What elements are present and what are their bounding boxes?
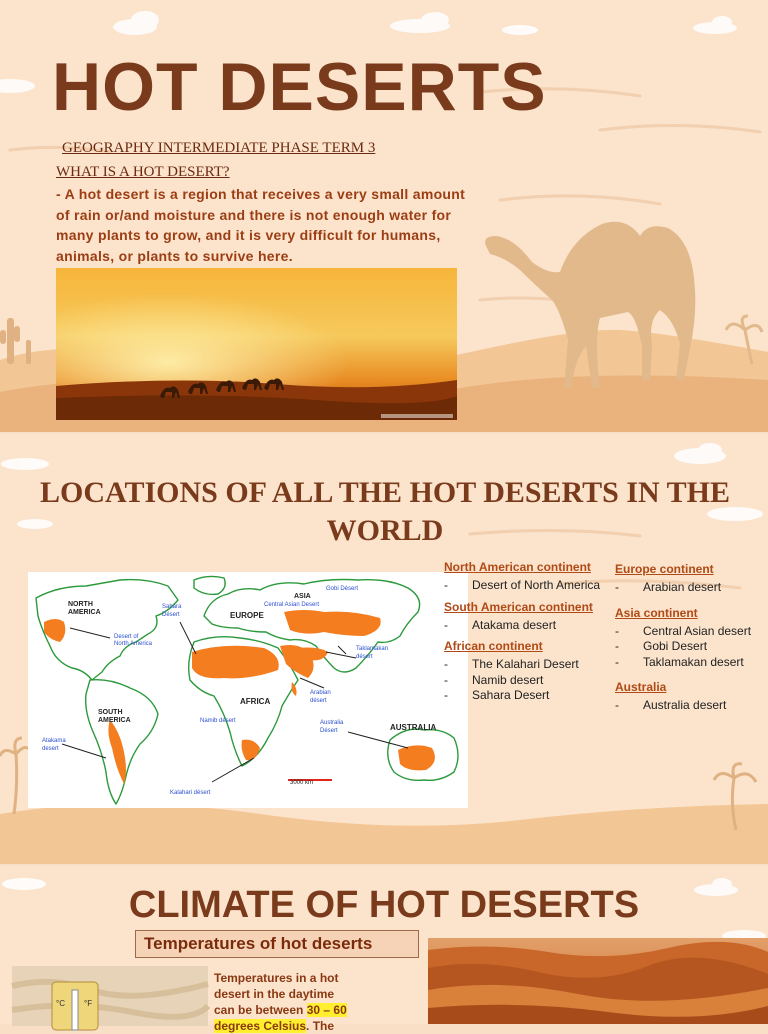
slide-climate (0, 866, 768, 1033)
map-label-africa: AFRICA (240, 697, 271, 706)
thermometer-celsius-label: °C (56, 999, 65, 1008)
continent-heading-africa: African continent (444, 639, 543, 653)
list-item: - Gobi Desert (615, 639, 765, 655)
list-item: - Central Asian desert (615, 624, 765, 640)
continent-heading-australia: Australia (615, 680, 667, 694)
continent-list-left (444, 560, 609, 710)
list-item: - The Kalahari Desert (444, 657, 609, 673)
map-label-arabian: Arabian (310, 690, 331, 696)
list-item: - Arabian desert (615, 580, 765, 596)
sand-dunes-photo (428, 938, 768, 1024)
svg-text:désert: désert (310, 698, 327, 704)
section-title-climate: CLIMATE OF HOT DESERTS (128, 884, 640, 926)
continent-heading-asia: Asia continent (615, 605, 698, 620)
map-label-gobi: Gobi Désert (326, 586, 359, 592)
map-label-australia: AUSTRALIA (390, 723, 437, 732)
list-item: - Desert of North America (444, 578, 609, 594)
svg-text:North America: North America (114, 641, 153, 647)
continent-list-right (615, 562, 765, 720)
continent-heading-north-america: North American continent (444, 560, 591, 574)
svg-text:Désert: Désert (320, 728, 338, 734)
map-label-taklamakan: Taklamakan (356, 646, 389, 652)
thermometer-photo (12, 966, 208, 1026)
course-subtitle: GEOGRAPHY INTERMEDIATE PHASE TERM 3 (62, 140, 376, 156)
section-title-locations: LOCATIONS OF ALL THE HOT DESERTS IN THE WORLD (40, 476, 731, 547)
temperature-heading: Temperatures of hot deserts (144, 934, 373, 953)
question-heading: WHAT IS A HOT DESERT? (56, 164, 230, 180)
continent-heading-south-america: South American continent (444, 599, 593, 614)
temperature-text (214, 970, 354, 1034)
map-label-atakama: Atakama (42, 738, 66, 744)
world-desert-map (28, 572, 468, 808)
svg-text:désert: désert (356, 654, 373, 660)
temperature-range-highlight: 30 – 60 (306, 1003, 347, 1017)
continent-heading-europe: Europe continent (615, 562, 714, 576)
definition-text: - A hot desert is a region that receives a very small amount of rain or/and moisture and there is not enough water for many plants to grow, and it is very difficult for humans, animals, or plants to survive here. (56, 186, 466, 264)
map-label-south-america: SOUTH (98, 709, 123, 716)
map-label-central-asian: Central Asian Desert (264, 602, 320, 608)
svg-text:Désert: Désert (162, 612, 180, 618)
map-label-namib: Namib désert (200, 718, 236, 724)
list-item: - Atakama desert (444, 618, 609, 634)
temperature-text-part: Temperatures in a hot desert in the daytime can be between (214, 971, 339, 1017)
temperature-text-part: . The (306, 1019, 335, 1033)
temperature-heading-box (135, 930, 419, 958)
list-item: - Namib desert (444, 673, 609, 689)
slide-intro (0, 0, 768, 432)
map-label-australia-desert: Australia (320, 720, 344, 726)
map-label-kalahari: Kalahari désert (170, 790, 211, 796)
map-label-asia: ASIA (294, 593, 311, 600)
map-label-europe: EUROPE (230, 611, 264, 620)
svg-text:desert: desert (42, 746, 59, 752)
list-item: - Sahara Desert (444, 688, 609, 704)
list-item: - Australia desert (615, 698, 765, 714)
list-item: - Taklamakan desert (615, 655, 765, 671)
map-label-desert-na: Desert of (114, 634, 139, 640)
map-scale-label: 3000 km (290, 780, 314, 786)
camel-caravan-photo (56, 268, 457, 420)
map-label-sahara: Sahara (162, 604, 182, 610)
slide-locations (0, 434, 768, 864)
svg-text:AMERICA: AMERICA (68, 609, 101, 616)
page-title: HOT DESERTS (52, 49, 547, 125)
svg-text:AMERICA: AMERICA (98, 717, 131, 724)
map-label-north-america: NORTH (68, 601, 93, 608)
thermometer-fahrenheit-label: °F (84, 999, 93, 1008)
temperature-unit-highlight: degrees Celsius (214, 1019, 307, 1033)
